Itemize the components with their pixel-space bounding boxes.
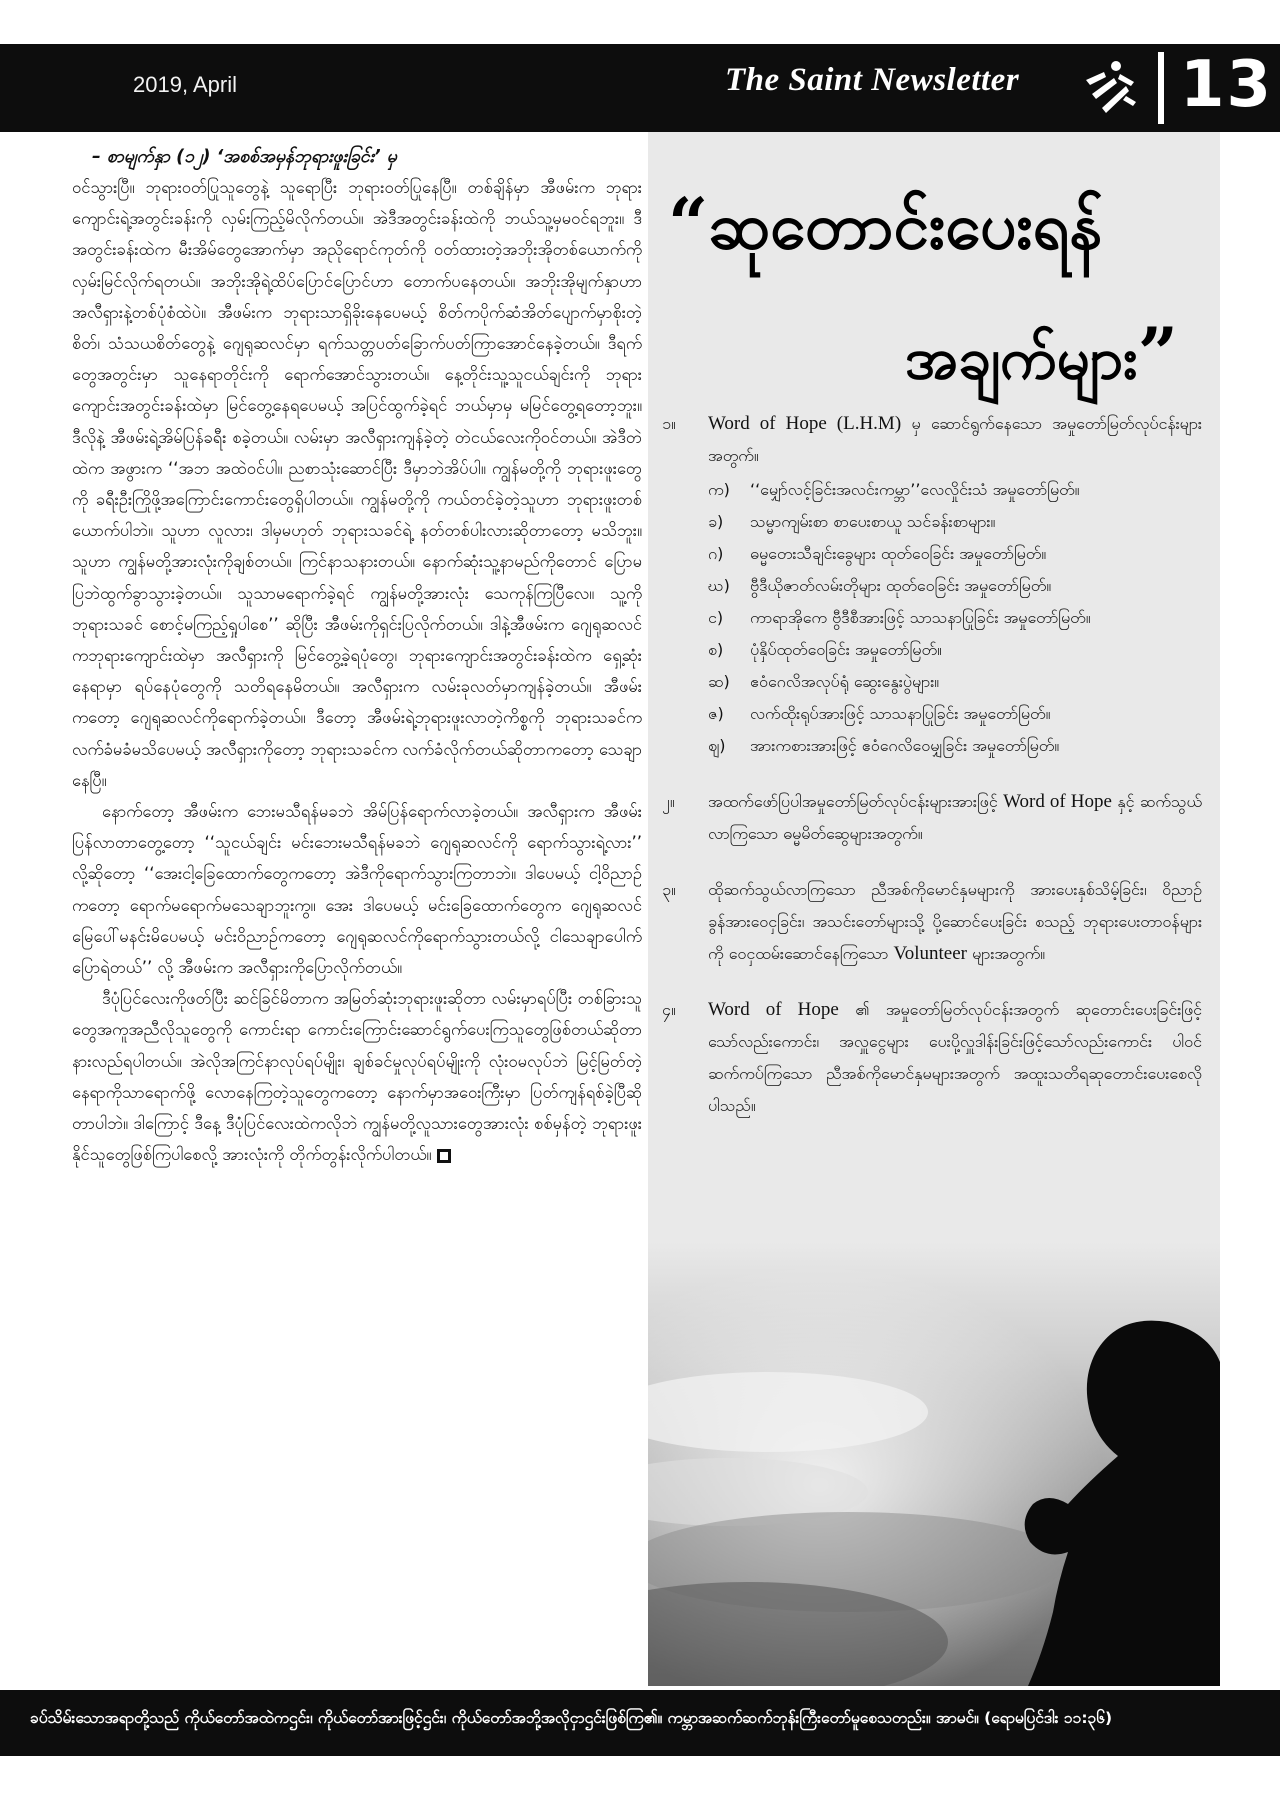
- prayer-sub-item: [708, 730, 1202, 762]
- sub-item-letter: ဈ): [708, 736, 726, 755]
- issue-date: 2019, April: [133, 72, 237, 97]
- footer-bar: [0, 1690, 1280, 1756]
- sub-item-letter: င): [708, 608, 724, 627]
- prayer-sub-item: [708, 698, 1202, 730]
- sub-item-letter: ဇ): [708, 704, 724, 723]
- panel-title-line1: [668, 182, 1103, 280]
- prayer-item: [662, 786, 1202, 850]
- prayer-sub-list: [708, 474, 1202, 762]
- prayer-item: [662, 408, 1202, 762]
- close-quote: ”: [1137, 312, 1178, 395]
- prayer-list: [662, 408, 1202, 1146]
- article-paragraph: [72, 983, 642, 1170]
- header-divider: [1158, 52, 1164, 124]
- panel-title-line1-text: ဆုတောင်းပေးရန်: [708, 190, 1103, 264]
- sub-item-letter: က): [708, 480, 730, 499]
- prayer-item-number: ၃။: [662, 880, 676, 899]
- prayer-sub-item: [708, 538, 1202, 570]
- newsletter-title: The Saint Newsletter: [725, 62, 1020, 98]
- article-subtitle: – စာမျက်နှာ (၁၂) ‘အစစ်အမှန်ဘုရားဖူးခြင်း’ မှ: [92, 147, 397, 167]
- article-paragraph: နောက်တော့ အီဖမ်းက ဘေးမသီရန်မခဘဲ အိမ်ပြန်ရောက်လာခဲ့တယ်။ အလီရှားက အီဖမ်းပြန်လာတာတွေ့တော့ ‘‘သူငယ်ချင်း မင်းဘေးမသီရန်မခဘဲ ဂျေရုဆလင်ကို ရောက်သွားရဲ့လား’’ လို့ဆိုတော့ ‘‘အေးငါ့ခြေထောက်တွေကတော့ အဲဒီကိုရောက်သွားကြတာဘဲ။ ဒါပေမယ့် ငါ့ဝိညာဉ်ကတော့ ရောက်မရောက်မသေချာဘူးကွ။ အေး ဒါပေမယ့် မင်းခြေထောက်တွေက ဂျေရုဆလင်မြေပေါ်မနင်းမိပေမယ့် မင်းဝိညာဉ်ကတော့ ဂျေရုဆလင်ကိုရောက်သွားတယ်လို့ ငါသေချာပေါက်ပြောရဲတယ်’’ လို့ အီဖမ်းက အလီရှားကိုပြောလိုက်တယ်။: [72, 802, 642, 978]
- article-paragraph: ဝင်သွားပြီ။ ဘုရားဝတ်ပြုသူတွေနဲ့ သူရောပြီး ဘုရားဝတ်ပြုနေပြီ။ တစ်ချိန်မှာ အီဖမ်းက ဘုရားကျောင်းရဲ့အတွင်းခန်းကို လှမ်းကြည့်မိလိုက်တယ်။ အဲဒီအတွင်းခန်းထဲကို ဘယ်သူ့မှမဝင်ရဘူး။ ဒီအတွင်းခန်းထဲက မီးအိမ်တွေအောက်မှာ အညိုရောင်ကုတ်ကို ဝတ်ထားတဲ့အဘိုးအိုတစ်ယောက်ကို လှမ်းမြင်လိုက်ရတယ်။ အဘိုးအိုရဲ့ထိပ်ပြောင်ပြောင်ဟာ တောက်ပနေတယ်။ အဘိုးအိုမျက်နှာဟာ အလီရှားနဲ့တစ်ပုံစံထဲပဲ။ အီဖမ်းက ဘုရားသာရှိခိုးနေပေမယ့် စိတ်ကပိုက်ဆံအိတ်ပျောက်မှာစိုးတဲ့စိတ်၊ သံသယစိတ်တွေနဲ့ ဂျေရုဆလင်မှာ ရက်သတ္တပတ်ခြောက်ပတ်ကြာအောင်နေခဲ့တယ်။ ဒီရက်တွေအတွင်းမှာ သူနေရာတိုင်းကို ရောက်အောင်သွားတယ်။ နေ့တိုင်းသူ့သူငယ်ချင်းကို ဘုရားကျောင်းအတွင်းခန်းထဲမှာ မြင်တွေ့နေရပေမယ့် အပြင်ထွက်ခဲ့ရင် ဘယ်မှာမှ မမြင်တွေ့ရတော့ဘူး။ ဒီလိုနဲ့ အီဖမ်းရဲ့အိမ်ပြန်ခရီး စခဲ့တယ်။ လမ်းမှာ အလီရှားကျန်ခဲ့တဲ့ တဲငယ်လေးကိုဝင်တယ်။ အဲဒီတဲထဲက အဖွားက ‘‘အဘ အထဲဝင်ပါ။ ညစာသုံးဆောင်ပြီး ဒီမှာဘဲအိပ်ပါ။ ကျွန်မတို့ကို ဘုရားဖူးတွေကို ခရီးဦးကြိုဖို့အကြောင်းကောင်းတွေရှိပါတယ်။ ကျွန်မတို့ကို ကယ်တင်ခဲ့တဲ့သူဟာ ဘုရားဖူးတစ်ယောက်ပါဘဲ။ သူဟာ လူလား၊ ဒါမှမဟုတ် ဘုရားသခင်ရဲ့ နတ်တစ်ပါးလားဆိုတာတော့ မသိဘူး။ သူဟာ ကျွန်မတို့အားလုံးကိုချစ်တယ်။ ကြင်နာသနားတယ်။ နောက်ဆုံးသူ့နာမည်ကိုတောင် ပြောမပြဘဲထွက်ခွာသွားခဲ့တယ်။ သူသာမရောက်ခဲ့ရင် ကျွန်မတို့အားလုံး သေကုန်ကြပြီလေ။ သူ့ကို ဘုရားသခင် စောင့်မကြည့်ရှုပါစေ’’ ဆိုပြီး အီဖမ်းကိုရှင်းပြလိုက်တယ်။ ဒါနဲ့အီဖမ်းက ဂျေရုဆလင်ကဘုရားကျောင်းထဲမှာ အလီရှားကို မြင်တွေ့ခဲ့ရပုံတွေ၊ ဘုရားကျောင်းအတွင်းခန်းထဲက ရှေ့ဆုံးနေရာမှာ ရပ်နေပုံတွေကို သတိရနေမိတယ်။ အလီရှားက လမ်းခုလတ်မှာကျန်ခဲ့တယ်။ အီဖမ်းကတော့ ဂျေရုဆလင်ကိုရောက်ခဲ့တယ်။ ဒီတော့ အီဖမ်းရဲ့ဘုရားဖူးလာတဲ့ကိစ္စကို ဘုရားသခင်က လက်ခံမခံမသိပေမယ့် အလီရှားကိုတော့ ဘုရားသခင်က လက်ခံလိုက်တယ်ဆိုတာကတော့ သေချာနေပြီ။: [72, 178, 642, 790]
- sub-item-text: ‘‘မျှော်လင့်ခြင်းအလင်းကမ္ဘာ’’လေလှိုင်းသံ အမှုတော်မြတ်။: [750, 480, 1080, 499]
- prayer-sub-item: [708, 474, 1202, 506]
- prayer-item-number: ၂။: [662, 792, 675, 811]
- footer-verse: ခပ်သိမ်းသောအရာတို့သည် ကိုယ်တော်အထဲကဌင်း၊ ကိုယ်တော်အားဖြင့်ဌင်း၊ ကိုယ်တော်အဘို့အလိုငှာဌင်းဖြစ်ကြ၏။ ကမ္ဘာအဆက်ဆက်ဘုန်းကြီးတော်မူစေသတည်း။ အာမင်။ (ရောမပြင်ဒါး ၁၁:၃၆): [30, 1709, 1113, 1727]
- end-of-article-icon: [437, 1149, 451, 1163]
- prayer-item-body: ထိုဆက်သွယ်လာကြသော ညီအစ်ကိုမောင်နှမများကို အားပေးနှစ်သိမ့်ခြင်း၊ ဝိညာဉ်ခွန်အားဝေငှခြင်း၊ အသင်းတော်များသို့ ပို့ဆောင်ပေးခြင်း စသည့် ဘုရားပေးတာဝန်များကို ဝေငှထမ်းဆောင်နေကြသော: [708, 880, 1202, 963]
- header-bar: [0, 44, 1280, 132]
- sub-item-text: ဓမ္မတေးသီချင်းခွေများ ထုတ်ဝေခြင်း အမှုတော်မြတ်။: [750, 544, 1047, 563]
- prayer-item-body: မှ ဆောင်ရွက်နေသော အမှုတော်မြတ်လုပ်ငန်းများအတွက်။: [708, 414, 1202, 465]
- sub-item-text: လက်ထိုးရုပ်အားဖြင့် သာသနာပြုခြင်း အမှုတော်မြတ်။: [750, 704, 1051, 723]
- open-quote: “: [668, 182, 709, 265]
- sub-item-text: ကာရာအိုကေ ဗွီဒီစီအားဖြင့် သာသနာပြုခြင်း အမှုတော်မြတ်။: [750, 608, 1091, 627]
- sub-item-letter: ဃ): [708, 576, 730, 595]
- prayer-points-panel: [648, 132, 1220, 1686]
- panel-title: [668, 172, 1188, 422]
- sub-item-text: အားကစားအားဖြင့် ဧဝံဂေလိဝေမျှခြင်း အမှုတော်မြတ်။: [750, 736, 1060, 755]
- prayer-sub-item: [708, 666, 1202, 698]
- prayer-item-body: များအတွက်။: [966, 944, 1046, 963]
- sub-item-letter: ခ): [708, 512, 724, 531]
- panel-title-line2: [905, 312, 1178, 407]
- prayer-item-body: အထက်ဖော်ပြပါအမှုတော်မြတ်လုပ်ငန်းများအားဖြင့်: [708, 792, 1004, 811]
- article-paragraph-text: ဒီပုံပြင်လေးကိုဖတ်ပြီး ဆင်ခြင်မိတာက အမြတ်ဆုံးဘုရားဖူးဆိုတာ လမ်းမှာရပ်ပြီး တစ်ခြားသူတွေအကူအညီလိုသူတွေကို ကောင်းရာ ကောင်းကြောင်းဆောင်ရွက်ပေးကြသူတွေဖြစ်တယ်ဆိုတာ နားလည်ရပါတယ်။ အဲလိုအကြင်နာလုပ်ရပ်မျိုး၊ ချစ်ခင်မှုလုပ်ရပ်မျိုးကို လုံးဝမလုပ်ဘဲ မြင့်မြတ်တဲ့နေရာကိုသာရောက်ဖို့ လောနေကြတဲ့သူတွေကတော့ နောက်မှာအဝေးကြီးမှာ ပြတ်ကျန်ရစ်ခဲ့ပြီဆိုတာပါဘဲ။ ဒါကြောင့် ဒီနေ့ ဒီပုံပြင်လေးထဲကလိုဘဲ ကျွန်မတို့လူသားတွေအားလုံး စစ်မှန်တဲ့ ဘုရားဖူးနိုင်သူတွေဖြစ်ကြပါစေလို့ အားလုံးကို တိုက်တွန်းလိုက်ပါတယ်။: [72, 989, 642, 1165]
- sub-item-letter: ဆ): [708, 672, 730, 691]
- prayer-item-latin: Word of Hope: [708, 999, 839, 1020]
- prayer-item-number: ၄။: [662, 1000, 676, 1019]
- prayer-item: [662, 874, 1202, 970]
- prayer-item: [662, 994, 1202, 1122]
- prayer-item-latin: Word of Hope: [1003, 791, 1112, 812]
- prayer-item-text: [708, 874, 1202, 970]
- sub-item-letter: စ): [708, 640, 724, 659]
- praying-silhouette-image: [648, 1242, 1220, 1686]
- prayer-item-text: [708, 408, 1202, 472]
- sub-item-letter: ဂ): [708, 544, 724, 563]
- prayer-sub-item: [708, 570, 1202, 602]
- panel-title-line2-text: အချက်များ: [905, 324, 1138, 392]
- prayer-item-number: ၁။: [662, 414, 676, 433]
- sub-item-text: ဗွီဒီယိုဇာတ်လမ်းတိုများ ထုတ်ဝေခြင်း အမှုတော်မြတ်။: [750, 576, 1052, 595]
- prayer-sub-item: [708, 602, 1202, 634]
- sub-item-text: သမ္မာကျမ်းစာ စာပေးစာယူ သင်ခန်းစာများ။: [750, 512, 996, 531]
- prayer-sub-item: [708, 506, 1202, 538]
- prayer-item-body: နှင့် ဆက်သွယ်လာကြသော ဓမ္မမိတ်ဆွေများအတွက်။: [708, 792, 1202, 843]
- page-number: 13: [1180, 48, 1274, 122]
- saint-logo-icon: [1082, 58, 1138, 118]
- prayer-item-text: [708, 786, 1202, 850]
- prayer-sub-item: [708, 634, 1202, 666]
- sub-item-text: ဧဝံဂေလိအလုပ်ရုံ ဆွေးနွေးပွဲများ။: [750, 672, 940, 691]
- prayer-item-text: [708, 994, 1202, 1122]
- prayer-item-body: ၏ အမှုတော်မြတ်လုပ်ငန်းအတွက် ဆုတောင်းပေးခြင်းဖြင့်သော်လည်းကောင်း၊ အလှူငွေများ ပေးပို့လှူဒါန်းခြင်းဖြင့်သော်လည်းကောင်း ပါဝင်ဆက်ကပ်ကြသော ညီအစ်ကိုမောင်နှမများအတွက် အထူးသတိရဆုတောင်းပေးစေလိုပါသည်။: [708, 1000, 1202, 1115]
- prayer-item-latin: Word of Hope (L.H.M): [708, 413, 902, 434]
- article-column: [72, 142, 642, 1682]
- sub-item-text: ပုံနှိပ်ထုတ်ဝေခြင်း အမှုတော်မြတ်။: [750, 640, 942, 659]
- prayer-item-latin: Volunteer: [893, 943, 967, 964]
